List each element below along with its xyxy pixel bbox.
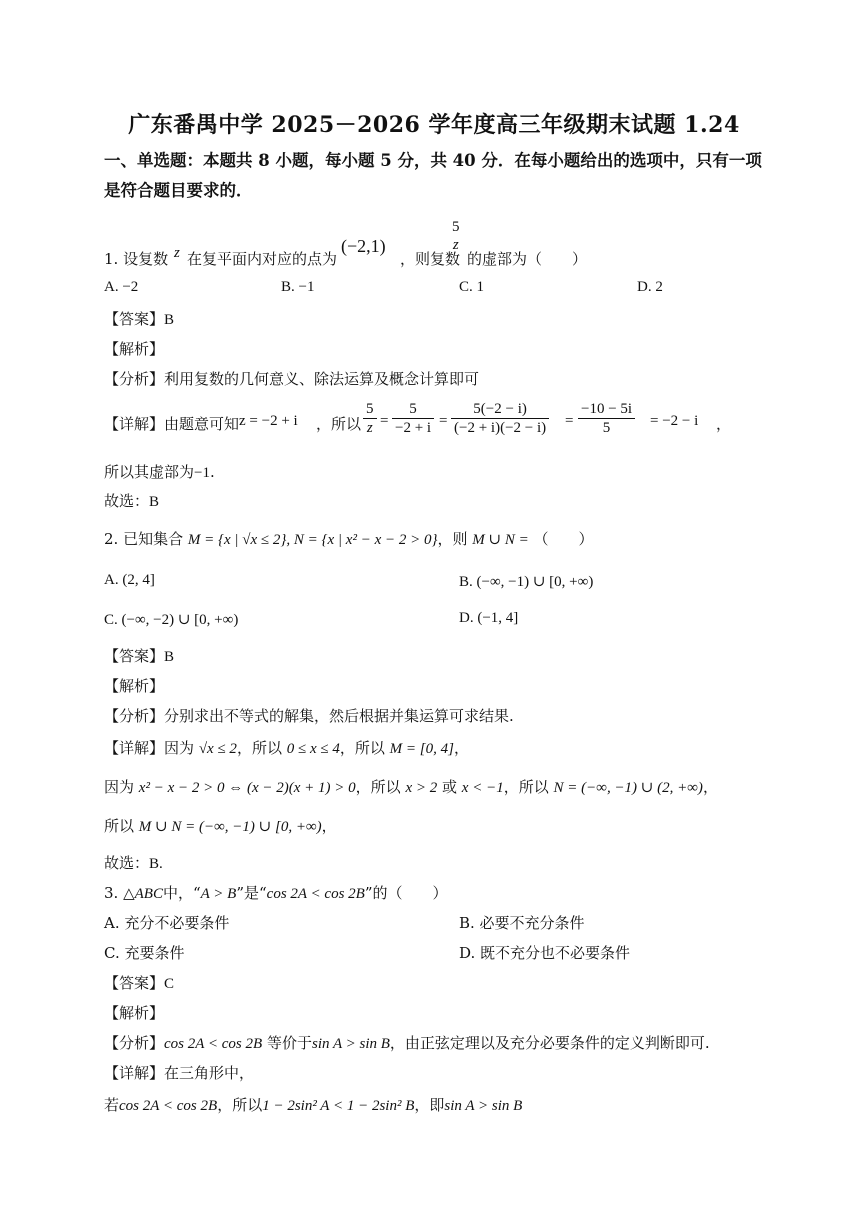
q1-option-b: B. −1: [281, 279, 315, 295]
page-title: 广东番禺中学 2025－2026 学年度高三年级期末试题 1.24: [128, 112, 740, 138]
q1-option-a: A. −2: [104, 279, 139, 295]
q2-answer: 【答案】B: [104, 647, 175, 665]
q3-detail-last: 若cos 2A < cos 2B，所以1 − 2sin² A < 1 − 2sin² B，即sin A > sin B: [104, 1096, 523, 1114]
q3-option-d: D. 既不充分也不必要条件: [459, 944, 631, 962]
q2-option-a: A. (2, 4]: [104, 572, 155, 588]
q2-option-d: D. (−1, 4]: [459, 610, 519, 626]
q2-fenxi: 【分析】分别求出不等式的解集，然后根据并集运算可求结果.: [104, 707, 514, 725]
question-3-stem: 3. △ABC中，“A > B”是“cos 2A < cos 2B”的（ ）: [104, 884, 448, 902]
q2-detail-2: 因为 x² − x − 2 > 0 ⇔ (x − 2)(x + 1) > 0，所以 x > 2 或 x < −1，所以 N = (−∞, −1) ∪ (2, +∞)，: [104, 778, 718, 796]
section-heading: 一、单选题：本题共 8 小题，每小题 5 分，共 40 分．在每小题给出的选项中，只有一项是符合题目要求的．: [104, 151, 762, 200]
q3-answer: 【答案】C: [104, 974, 175, 992]
q2-analysis-label: 【解析】: [104, 677, 165, 695]
q1-choose: 故选：B: [104, 492, 160, 510]
q1-analysis-label: 【解析】: [104, 340, 165, 358]
q2-detail-1: 【详解】因为 √x ≤ 2，所以 0 ≤ x ≤ 4，所以 M = [0, 4]，: [104, 739, 469, 757]
question-2-stem: 2. 已知集合 M = {x | √x ≤ 2}, N = {x | x² − x − 2 > 0}，则 M ∪ N = （ ）: [104, 530, 594, 548]
fraction-5-over-z: 5 z: [452, 219, 460, 253]
q2-option-b: B. (−∞, −1) ∪ [0, +∞): [459, 574, 594, 590]
q3-detail: 【详解】在三角形中，: [104, 1064, 255, 1082]
q1-answer: 【答案】B: [104, 310, 175, 328]
q3-option-c: C. 充要条件: [104, 944, 185, 962]
q2-option-c: C. (−∞, −2) ∪ [0, +∞): [104, 612, 239, 628]
q3-option-a: A. 充分不必要条件: [104, 914, 230, 932]
q2-detail-3: 所以 M ∪ N = (−∞, −1) ∪ [0, +∞)，: [104, 817, 337, 835]
q1-fenxi: 【分析】利用复数的几何意义、除法运算及概念计算即可: [104, 370, 480, 388]
q3-fenxi: 【分析】cos 2A < cos 2B 等价于sin A > sin B，由正弦定理以及充分必要条件的定义判断即可.: [104, 1034, 710, 1052]
q2-choose: 故选：B.: [104, 854, 163, 872]
q1-option-d: D. 2: [637, 279, 663, 295]
q3-option-b: B. 必要不充分条件: [459, 914, 585, 932]
q1-option-c: C. 1: [459, 279, 485, 295]
document-page: 广东番禺中学 2025－2026 学年度高三年级期末试题 1.24 一、单选题：本题共 8 小题，每小题 5 分，共 40 分．在每小题给出的选项中，只有一项是符合题目要求的． 1. 设复数 z 在复平面内对应的点为 (−2,1) ，则复数 5 z 的虚部为（ ） A. −2 B. −1 C. 1 D. 2 【答案】B 【解析】 【分析】利用复数的几何意义、除法运算及概念计算即可 【详解】 由题意可知 z = −2 + i ，所以 $\frac{5}{z}$ = $\frac{5}{-2 + i}$ = $\frac{5(-2 - i)}{(-2 + i)(-2 - i)}$ = $\frac{-10 - 5i}{5}$ = −2 − i ， 所以其虚部为−1. 故选：B 2. 已知集合 M = {x | √x ≤ 2}, N = {x | x² − x − 2 > 0}，则 M ∪ N = （ ） A. (2, 4] B. (−∞, −1) ∪ [0, +∞) C. (−∞, −2) ∪ [0, +∞) D. (−1, 4] 【答案】B 【解析】 【分析】分别求出不等式的解集，然后根据并集运算可求结果. 【详解】因为 √x ≤ 2，所以 0 ≤ x ≤ 4，所以 M = [0, 4]， 因为 x² − x − 2 > 0 ⇔ (x − 2)(x + 1) > 0，所以 x > 2 或 x < −1，所以 N = (−∞, −1) ∪ (2, +∞)， 所以 M ∪ N = (−∞, −1) ∪ [0, +∞)， 故选：B. 3. △ABC中，“A > B”是“cos 2A < cos 2B”的（ ） A. 充分不必要条件 B. 必要不充分条件 C. 充要条件 D. 既不充分也不必要条件 【答案】C 【解析】 【分析】cos 2A < cos 2B 等价于sin A > sin B，由正弦定理以及充分必要条件的定义判断即可. 【详解】在三角形中， 若cos 2A < cos 2B，所以1 − 2sin² A < 1 − 2sin² B，即sin A > sin B: [0, 0, 868, 1227]
q3-analysis-label: 【解析】: [104, 1004, 165, 1022]
q1-imag-part: 所以其虚部为−1.: [104, 463, 215, 481]
